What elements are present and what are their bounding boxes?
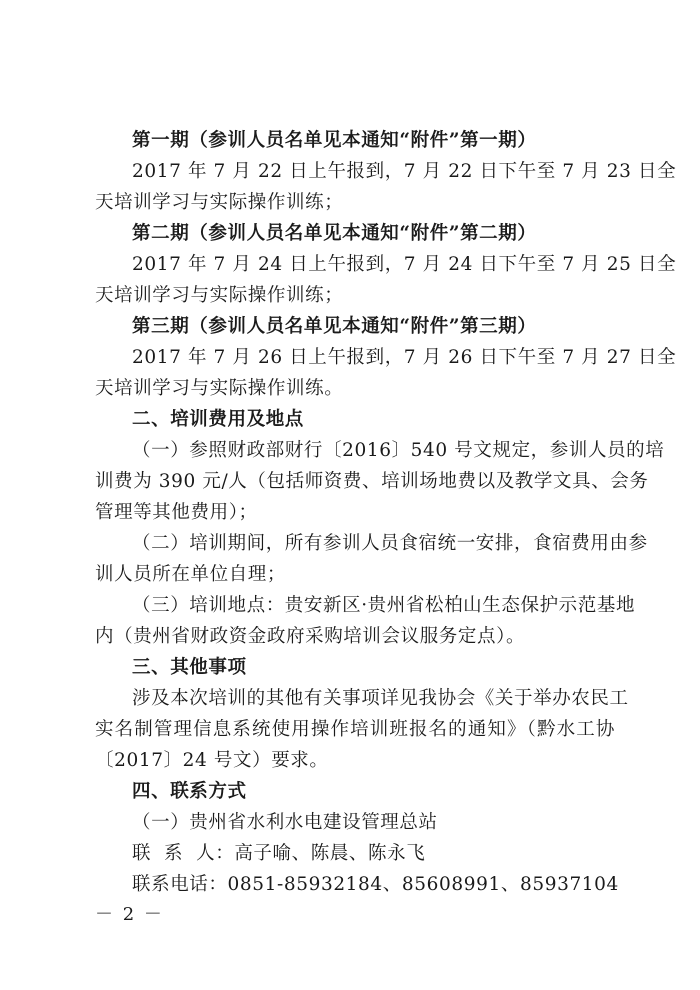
location-paragraph-line-2: 内（贵州省财政资金政府采购培训会议服务定点）。 xyxy=(95,626,526,647)
period-3-schedule-line-2: 天培训学习与实际操作训练。 xyxy=(95,378,344,399)
contact-phone: 联系电话：0851-85932184、85608991、85937104 xyxy=(132,874,619,895)
section-2-heading: 二、培训费用及地点 xyxy=(132,409,304,430)
period-2-schedule-line-1: 2017 年 7 月 24 日上午报到，7 月 24 日下午至 7 月 25 日全 xyxy=(132,254,677,275)
period-1-schedule-line-1: 2017 年 7 月 22 日上午报到，7 月 22 日下午至 7 月 23 日全 xyxy=(132,161,677,182)
period-1-heading: 第一期（参训人员名单见本通知“附件”第一期） xyxy=(132,130,537,151)
other-matters-line-2: 实名制管理信息系统使用操作培训班报名的通知》（黔水工协 xyxy=(95,719,615,740)
other-matters-line-3: 〔2017〕24 号文）要求。 xyxy=(95,750,329,771)
period-3-heading: 第三期（参训人员名单见本通知“附件”第三期） xyxy=(132,316,537,337)
page-number: － 2 － xyxy=(95,904,164,925)
fee-paragraph-line-1: （一）参照财政部财行〔2016〕540 号文规定，参训人员的培 xyxy=(132,440,665,461)
other-matters-line-1: 涉及本次培训的其他有关事项详见我协会《关于举办农民工 xyxy=(132,688,629,709)
section-4-heading: 四、联系方式 xyxy=(132,781,247,802)
fee-paragraph-line-3: 管理等其他费用）； xyxy=(95,502,258,523)
period-1-schedule-line-2: 天培训学习与实际操作训练； xyxy=(95,192,344,213)
fee-paragraph-line-2: 训费为 390 元/人（包括师资费、培训场地费以及教学文具、会务 xyxy=(95,471,649,492)
contact-persons: 联 系 人：高子喻、陈晨、陈永飞 xyxy=(132,843,426,864)
section-3-heading: 三、其他事项 xyxy=(132,657,247,678)
period-2-heading: 第二期（参训人员名单见本通知“附件”第二期） xyxy=(132,223,537,244)
lodging-paragraph-line-2: 训人员所在单位自理； xyxy=(95,564,287,585)
period-3-schedule-line-1: 2017 年 7 月 26 日上午报到，7 月 26 日下午至 7 月 27 日全 xyxy=(132,347,677,368)
contact-organization: （一）贵州省水利水电建设管理总站 xyxy=(132,812,438,833)
period-2-schedule-line-2: 天培训学习与实际操作训练； xyxy=(95,285,344,306)
location-paragraph-line-1: （三）培训地点：贵安新区·贵州省松柏山生态保护示范基地 xyxy=(132,595,636,616)
lodging-paragraph-line-1: （二）培训期间，所有参训人员食宿统一安排，食宿费用由参 xyxy=(132,533,648,554)
